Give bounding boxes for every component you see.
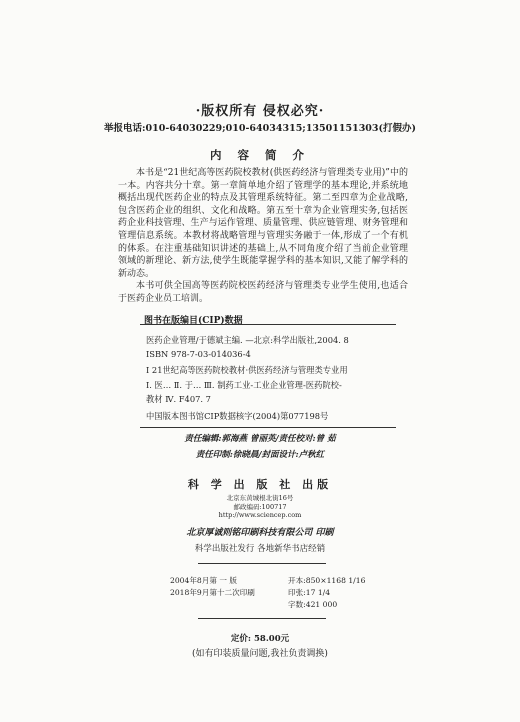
publisher-url: http://www.sciencep.com xyxy=(218,511,302,519)
editors-line: 责任编辑:郭海燕 曾丽英/责任校对:曾 茹 xyxy=(184,434,336,444)
publisher-name: 科 学 出 版 社 出版 xyxy=(187,478,333,491)
distribution-line: 科学出版社发行 各地新华书店经销 xyxy=(194,544,326,554)
cip-line: 中国版本图书馆CIP数据核字(2004)第077198号 xyxy=(146,411,329,421)
summary-body xyxy=(118,167,408,306)
price: 定价: 58.00元 xyxy=(230,634,290,644)
cip-line: 教材 Ⅳ. F407. 7 xyxy=(146,394,211,404)
sheet-count: 印张:17 1/4 xyxy=(288,588,331,597)
summary-paragraph: 本书可供全国高等医药院校医药经济与管理类专业学生使用,也适合于医药企业员工培训。 xyxy=(118,281,408,304)
quality-notice: (如有印装质量问题,我社负责调换) xyxy=(192,649,328,659)
cip-line: 医药企业管理/于德斌主编. —北京:科学出版社,2004. 8 xyxy=(146,335,349,345)
cip-line: Ⅰ. 医… Ⅱ. 于… Ⅲ. 制药工业-工业企业管理-医药院校- xyxy=(146,380,342,390)
divider xyxy=(198,563,326,564)
cip-line: Ⅰ 21世纪高等医药院校教材·供医药经济与管理类专业用 xyxy=(146,365,348,375)
divider xyxy=(198,618,326,619)
edition-print: 2018年9月第十二次印刷 xyxy=(170,588,255,597)
publisher-postcode: 邮政编码:100717 xyxy=(233,503,287,511)
summary-title: 内 容 简 介 xyxy=(209,148,310,162)
word-count: 字数:421 000 xyxy=(288,600,338,609)
format-size: 开本:850×1168 1/16 xyxy=(288,576,366,585)
cip-heading: 图书在版编目(CIP)数据 xyxy=(144,316,243,326)
edition-row xyxy=(170,587,370,598)
cip-line: ISBN 978-7-03-014036-4 xyxy=(146,349,251,359)
copyright-notice: ·版权所有 侵权必究· xyxy=(195,104,325,119)
publisher-address: 北京东黄城根北街16号 xyxy=(226,494,294,502)
edition-first: 2004年8月第 一 版 xyxy=(170,576,237,585)
summary-paragraph: 本书是“21世纪高等医药院校教材(供医药经济与管理类专业用)”中的一本。内容共分十章。第一章简单地介绍了管理学的基本理论,并系统地概括出现代医药企业的特点及其管理系统特征。第二至四章为企业战略,包含医药企业的组织、文化和战略。第五至十章为企业管理实务,包括医药企业科技管理、生产与运作管理、质量管理、供应链管理、财务管理和管理信息系统。本教材将战略管理与管理实务融于一体,形成了一个有机的体系。在注重基础知识讲述的基础上,从不同角度介绍了当前企业管理领域的新理论、新方法,使学生既能掌握学科的基本知识,又能了解学科的新动态。 xyxy=(118,168,408,279)
editors-line: 责任印制:徐晓晨/封面设计:卢秋红 xyxy=(195,450,325,460)
report-phone: 举报电话:010-64030229;010-64034315;13501151303(打假办) xyxy=(103,123,417,134)
edition-row xyxy=(170,575,370,586)
printer-line: 北京厚诚则铭印刷科技有限公司 印刷 xyxy=(186,528,334,538)
